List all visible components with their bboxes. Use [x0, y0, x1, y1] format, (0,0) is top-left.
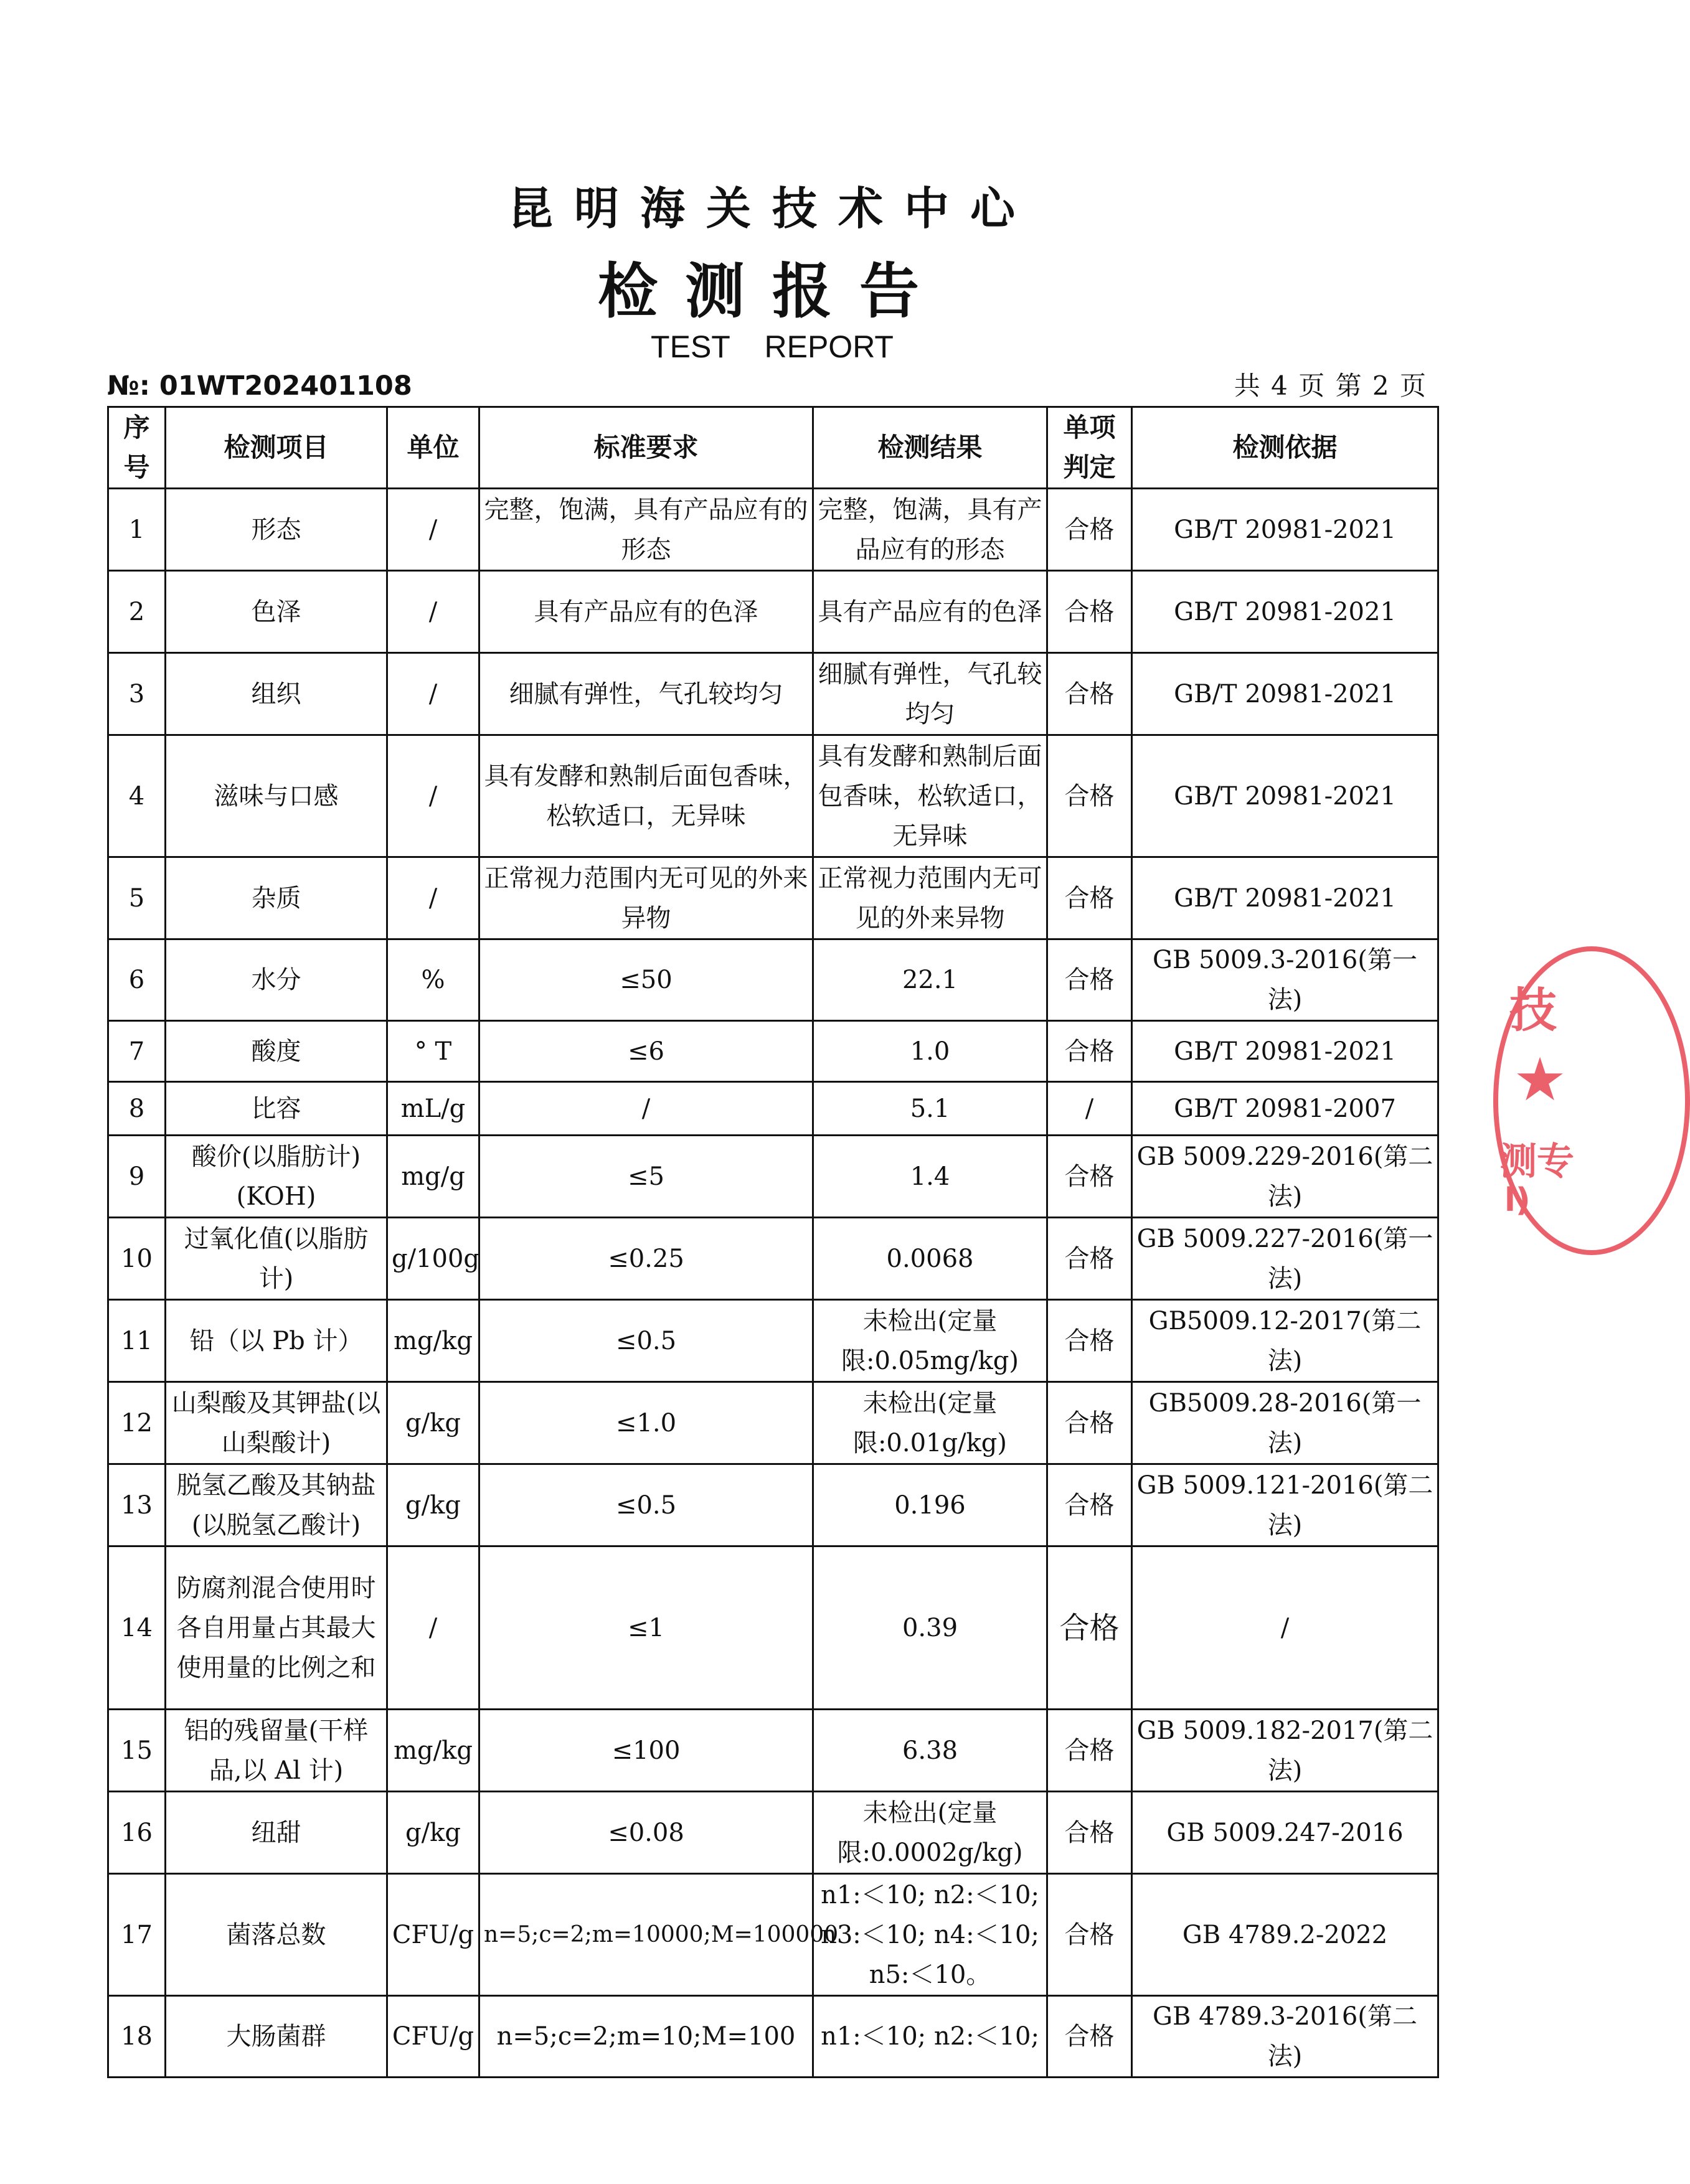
seal-star-icon: ★	[1513, 1045, 1567, 1114]
cell-unit: /	[387, 857, 479, 939]
cell-unit: /	[387, 571, 479, 653]
org-title: 昆明海关技术中心	[507, 182, 1036, 235]
table-row	[108, 1792, 1438, 1874]
cell-basis: GB 5009.121-2016(第二法)	[1132, 1464, 1438, 1546]
header-cell-basis: 检测依据	[1132, 407, 1438, 489]
cell-basis: GB 5009.227-2016(第一法)	[1132, 1218, 1438, 1300]
cell-judgement: 合格	[1047, 489, 1132, 571]
cell-requirement: ≤1	[479, 1546, 813, 1710]
table-row	[108, 1874, 1438, 1996]
report-number: №: 01WT202401108	[107, 370, 412, 402]
cell-unit: /	[387, 735, 479, 857]
cell-no: 7	[108, 1021, 166, 1082]
table-row	[108, 1546, 1438, 1710]
cell-no: 3	[108, 653, 166, 735]
cell-no: 15	[108, 1710, 166, 1792]
header-cell-judgement: 单项判定	[1047, 407, 1132, 489]
cell-unit: /	[387, 1546, 479, 1710]
cell-judgement: 合格	[1047, 1874, 1132, 1996]
cell-judgement: 合格	[1047, 1021, 1132, 1082]
cell-result: 具有发酵和熟制后面包香味，松软适口，无异味	[813, 735, 1047, 857]
cell-result: 未检出(定量限:0.0002g/kg)	[813, 1792, 1047, 1874]
cell-judgement: 合格	[1047, 1710, 1132, 1792]
cell-item: 色泽	[166, 571, 387, 653]
cell-result: 未检出(定量限:0.05mg/kg)	[813, 1300, 1047, 1382]
cell-item: 滋味与口感	[166, 735, 387, 857]
cell-basis: GB/T 20981-2021	[1132, 489, 1438, 571]
cell-judgement: 合格	[1047, 1136, 1132, 1218]
header-cell-unit: 单位	[387, 407, 479, 489]
cell-no: 13	[108, 1464, 166, 1546]
cell-basis: GB 4789.2-2022	[1132, 1874, 1438, 1996]
cell-requirement: ≤0.5	[479, 1300, 813, 1382]
cell-unit: ° T	[387, 1021, 479, 1082]
cell-item: 纽甜	[166, 1792, 387, 1874]
cell-requirement: ≤100	[479, 1710, 813, 1792]
table-row	[108, 735, 1438, 857]
cell-unit: %	[387, 939, 479, 1021]
cell-judgement: 合格	[1047, 1382, 1132, 1464]
cell-result: 1.4	[813, 1136, 1047, 1218]
cell-item: 比容	[166, 1082, 387, 1136]
cell-no: 10	[108, 1218, 166, 1300]
seal-text: 测专	[1499, 1140, 1574, 1184]
page-info: 共 4 页 第 2 页	[1234, 370, 1427, 401]
cell-basis: GB/T 20981-2021	[1132, 735, 1438, 857]
cell-result: 未检出(定量限:0.01g/kg)	[813, 1382, 1047, 1464]
cell-judgement: 合格	[1047, 939, 1132, 1021]
cell-basis: GB 5009.182-2017(第二法)	[1132, 1710, 1438, 1792]
cell-item: 铅（以 Pb 计）	[166, 1300, 387, 1382]
table-row	[108, 857, 1438, 939]
cell-judgement: /	[1047, 1082, 1132, 1136]
cell-judgement: 合格	[1047, 857, 1132, 939]
seal-text: 技	[1509, 982, 1557, 1038]
header-cell-no: 序号	[108, 407, 166, 489]
cell-unit: mg/g	[387, 1136, 479, 1218]
cell-judgement: 合格	[1047, 1300, 1132, 1382]
cell-requirement: ≤0.08	[479, 1792, 813, 1874]
header-cell-requirement: 标准要求	[479, 407, 813, 489]
cell-no: 4	[108, 735, 166, 857]
cell-unit: /	[387, 489, 479, 571]
cell-unit: /	[387, 653, 479, 735]
cell-item: 形态	[166, 489, 387, 571]
header-cell-result: 检测结果	[813, 407, 1047, 489]
cell-judgement: 合格	[1047, 1792, 1132, 1874]
cell-result: 22.1	[813, 939, 1047, 1021]
cell-unit: mg/kg	[387, 1300, 479, 1382]
cell-requirement: ≤5	[479, 1136, 813, 1218]
table-header-row	[108, 407, 1438, 489]
table-row	[108, 1218, 1438, 1300]
cell-no: 17	[108, 1874, 166, 1996]
cell-basis: GB 5009.229-2016(第二法)	[1132, 1136, 1438, 1218]
cell-result: 0.0068	[813, 1218, 1047, 1300]
cell-basis: /	[1132, 1546, 1438, 1710]
cell-requirement: 细腻有弹性，气孔较均匀	[479, 653, 813, 735]
official-seal	[1493, 946, 1690, 1255]
cell-requirement: n=5;c=2;m=10000;M=100000	[479, 1874, 813, 1996]
cell-requirement: /	[479, 1082, 813, 1136]
cell-item: 大肠菌群	[166, 1996, 387, 2078]
cell-judgement: 合格	[1047, 1218, 1132, 1300]
cell-unit: mL/g	[387, 1082, 479, 1136]
table-row	[108, 1464, 1438, 1546]
cell-item: 脱氢乙酸及其钠盐(以脱氢乙酸计)	[166, 1464, 387, 1546]
table-row	[108, 939, 1438, 1021]
cell-result: 具有产品应有的色泽	[813, 571, 1047, 653]
cell-no: 14	[108, 1546, 166, 1710]
cell-unit: mg/kg	[387, 1710, 479, 1792]
cell-item: 防腐剂混合使用时各自用量占其最大使用量的比例之和	[166, 1546, 387, 1710]
cell-item: 酸度	[166, 1021, 387, 1082]
table-row	[108, 1382, 1438, 1464]
cell-result: 0.39	[813, 1546, 1047, 1710]
cell-basis: GB/T 20981-2007	[1132, 1082, 1438, 1136]
cell-result: 6.38	[813, 1710, 1047, 1792]
cell-requirement: 完整，饱满，具有产品应有的形态	[479, 489, 813, 571]
cell-requirement: 具有产品应有的色泽	[479, 571, 813, 653]
cell-judgement: 合格	[1047, 571, 1132, 653]
cell-requirement: 正常视力范围内无可见的外来异物	[479, 857, 813, 939]
cell-item: 水分	[166, 939, 387, 1021]
cell-basis: GB/T 20981-2021	[1132, 571, 1438, 653]
cell-item: 酸价(以脂肪计)(KOH)	[166, 1136, 387, 1218]
cell-basis: GB/T 20981-2021	[1132, 1021, 1438, 1082]
cell-unit: g/100g	[387, 1218, 479, 1300]
cell-result: 正常视力范围内无可见的外来异物	[813, 857, 1047, 939]
table-row	[108, 489, 1438, 571]
cell-item: 过氧化值(以脂肪计)	[166, 1218, 387, 1300]
cell-no: 6	[108, 939, 166, 1021]
cell-item: 山梨酸及其钾盐(以山梨酸计)	[166, 1382, 387, 1464]
cell-result: 0.196	[813, 1464, 1047, 1546]
cell-result: 5.1	[813, 1082, 1047, 1136]
table-row	[108, 1021, 1438, 1082]
cell-item: 菌落总数	[166, 1874, 387, 1996]
cell-judgement: 合格	[1047, 1464, 1132, 1546]
cell-basis: GB/T 20981-2021	[1132, 653, 1438, 735]
table-row	[108, 1996, 1438, 2078]
table-row	[108, 571, 1438, 653]
header-cell-item: 检测项目	[166, 407, 387, 489]
cell-requirement: n=5;c=2;m=10;M=100	[479, 1996, 813, 2078]
cell-result: 完整，饱满，具有产品应有的形态	[813, 489, 1047, 571]
report-subtitle: TEST REPORT	[651, 329, 894, 364]
cell-basis: GB/T 20981-2021	[1132, 857, 1438, 939]
cell-unit: g/kg	[387, 1792, 479, 1874]
cell-judgement: 合格	[1047, 1996, 1132, 2078]
cell-basis: GB 4789.3-2016(第二法)	[1132, 1996, 1438, 2078]
seal-text: l)	[1504, 1182, 1531, 1219]
cell-no: 12	[108, 1382, 166, 1464]
cell-item: 组织	[166, 653, 387, 735]
cell-judgement: 合格	[1047, 735, 1132, 857]
cell-basis: GB5009.28-2016(第一法)	[1132, 1382, 1438, 1464]
report-title: 检测报告	[598, 257, 946, 326]
cell-no: 16	[108, 1792, 166, 1874]
cell-item: 铝的残留量(干样品,以 Al 计)	[166, 1710, 387, 1792]
cell-basis: GB 5009.3-2016(第一法)	[1132, 939, 1438, 1021]
cell-judgement: 合格	[1047, 1546, 1132, 1710]
cell-judgement: 合格	[1047, 653, 1132, 735]
cell-unit: g/kg	[387, 1382, 479, 1464]
test-results-table	[107, 406, 1439, 2078]
cell-no: 18	[108, 1996, 166, 2078]
table-row	[108, 1300, 1438, 1382]
cell-requirement: ≤1.0	[479, 1382, 813, 1464]
cell-unit: CFU/g	[387, 1874, 479, 1996]
cell-requirement: ≤0.5	[479, 1464, 813, 1546]
cell-basis: GB 5009.247-2016	[1132, 1792, 1438, 1874]
cell-no: 5	[108, 857, 166, 939]
cell-unit: g/kg	[387, 1464, 479, 1546]
cell-result: n1:＜10; n2:＜10;	[813, 1996, 1047, 2078]
cell-no: 2	[108, 571, 166, 653]
table-row	[108, 1136, 1438, 1218]
table-row	[108, 653, 1438, 735]
cell-requirement: ≤50	[479, 939, 813, 1021]
cell-no: 11	[108, 1300, 166, 1382]
cell-no: 1	[108, 489, 166, 571]
cell-requirement: 具有发酵和熟制后面包香味，松软适口，无异味	[479, 735, 813, 857]
cell-item: 杂质	[166, 857, 387, 939]
cell-basis: GB5009.12-2017(第二法)	[1132, 1300, 1438, 1382]
table-row	[108, 1082, 1438, 1136]
cell-requirement: ≤0.25	[479, 1218, 813, 1300]
cell-result: 细腻有弹性，气孔较均匀	[813, 653, 1047, 735]
cell-no: 8	[108, 1082, 166, 1136]
cell-no: 9	[108, 1136, 166, 1218]
cell-result: n1:＜10; n2:＜10; n3:＜10; n4:＜10; n5:＜10。	[813, 1874, 1047, 1996]
cell-requirement: ≤6	[479, 1021, 813, 1082]
cell-unit: CFU/g	[387, 1996, 479, 2078]
cell-result: 1.0	[813, 1021, 1047, 1082]
table-row	[108, 1710, 1438, 1792]
